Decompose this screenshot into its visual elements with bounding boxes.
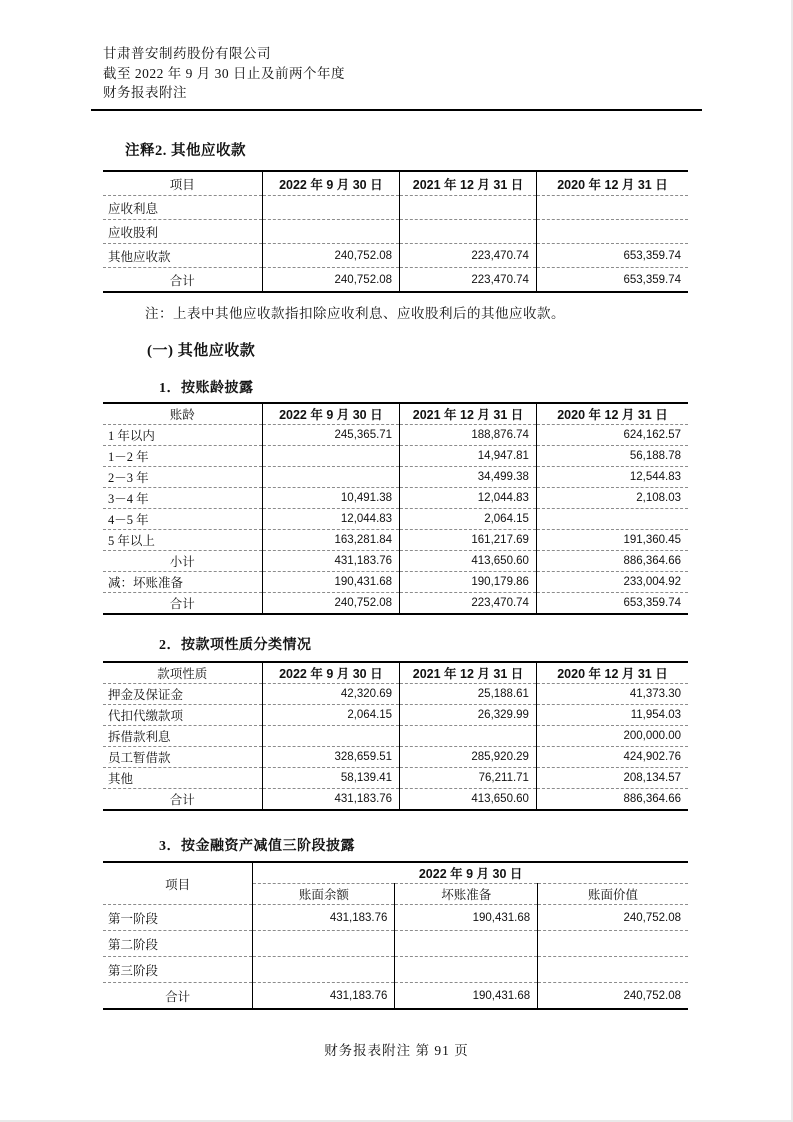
table-row	[103, 726, 688, 747]
cell-value: 223,470.74	[400, 244, 537, 268]
cell-value: 2,064.15	[262, 705, 399, 726]
row-label: 其他	[103, 768, 262, 789]
cell-value: 2,108.03	[536, 488, 688, 509]
summary-table	[103, 170, 688, 293]
column-header-date: 2022 年 9 月 30 日	[262, 662, 399, 684]
table-row	[103, 446, 688, 467]
cell-value: 285,920.29	[400, 747, 537, 768]
column-header-label: 款项性质	[103, 662, 262, 684]
cell-value	[395, 931, 538, 957]
table-row	[103, 905, 688, 931]
cell-value: 431,183.76	[253, 983, 395, 1010]
cell-value	[262, 196, 399, 220]
cell-value: 624,162.57	[536, 425, 688, 446]
cell-value: 431,183.76	[262, 551, 399, 572]
cell-value: 190,431.68	[395, 905, 538, 931]
table-row	[103, 768, 688, 789]
subsection-heading-nature: 2．按款项性质分类情况	[159, 638, 312, 653]
period-line: 截至 2022 年 9 月 30 日止及前两个年度	[103, 65, 345, 81]
column-header-date: 2021 年 12 月 31 日	[400, 403, 537, 425]
table-row	[103, 983, 688, 1010]
cell-value: 240,752.08	[623, 989, 681, 1002]
header-rule	[91, 109, 702, 111]
table-row	[103, 931, 688, 957]
cell-value	[538, 931, 688, 957]
table-row	[103, 196, 688, 220]
cell-value: 653,359.74	[536, 244, 688, 268]
row-label: 1－2 年	[103, 446, 262, 467]
cell-value: 240,752.08	[262, 593, 399, 615]
cell-value	[253, 957, 395, 983]
cell-value: 12,544.83	[536, 467, 688, 488]
table-row	[103, 593, 688, 615]
column-header-label: 项目	[103, 171, 262, 196]
cell-value	[395, 957, 538, 983]
column-header-date: 2020 年 12 月 31 日	[536, 662, 688, 684]
cell-value	[400, 726, 537, 747]
table-row	[103, 684, 688, 705]
cell-value: 431,183.76	[262, 789, 399, 811]
column-header-date: 2020 年 12 月 31 日	[536, 171, 688, 196]
column-header-date: 2021 年 12 月 31 日	[400, 662, 537, 684]
document-header	[103, 44, 345, 103]
cell-value: 413,650.60	[400, 789, 537, 811]
table-row	[103, 551, 688, 572]
table-row	[103, 467, 688, 488]
subsection-heading-impairment-stages: 3．按金融资产减值三阶段披露	[159, 839, 355, 854]
cell-value: 190,179.86	[400, 572, 537, 593]
row-label: 第三阶段	[103, 957, 253, 983]
cell-value: 34,499.38	[400, 467, 537, 488]
impairment-stages-table	[103, 861, 688, 1010]
cell-value: 328,659.51	[262, 747, 399, 768]
table-row	[103, 705, 688, 726]
cell-value	[400, 220, 537, 244]
row-label: 代扣代缴款项	[103, 705, 262, 726]
section-heading-other-receivables: (一) 其他应收款	[147, 343, 256, 359]
cell-value	[536, 220, 688, 244]
cell-value: 233,004.92	[536, 572, 688, 593]
cell-value: 41,373.30	[536, 684, 688, 705]
cell-value: 240,752.08	[262, 244, 399, 268]
cell-value: 56,188.78	[536, 446, 688, 467]
cell-value	[536, 509, 688, 530]
row-label: 4－5 年	[103, 509, 262, 530]
column-subheader: 账面价值	[538, 884, 688, 905]
cell-value: 413,650.60	[400, 551, 537, 572]
cell-value	[536, 196, 688, 220]
cell-value	[262, 726, 399, 747]
note-text: 注：上表中其他应收款指扣除应收利息、应收股利后的其他应收款。	[145, 306, 565, 321]
cell-value: 26,329.99	[400, 705, 537, 726]
cell-value: 886,364.66	[536, 551, 688, 572]
company-name: 甘肃普安制药股份有限公司	[103, 46, 271, 61]
cell-value: 191,360.45	[536, 530, 688, 551]
cell-value: 2,064.15	[400, 509, 537, 530]
row-label: 5 年以上	[103, 530, 262, 551]
row-label: 减：坏账准备	[103, 572, 262, 593]
row-label: 2－3 年	[103, 467, 262, 488]
row-label: 押金及保证金	[103, 684, 262, 705]
cell-value: 431,183.76	[253, 905, 395, 931]
row-label: 第一阶段	[103, 905, 253, 931]
cell-value: 240,752.08	[262, 268, 399, 293]
row-label: 合计	[103, 789, 262, 811]
row-label: 员工暂借款	[103, 747, 262, 768]
table-header-row	[103, 403, 688, 425]
cell-value: 190,431.68	[262, 572, 399, 593]
cell-value: 163,281.84	[262, 530, 399, 551]
table-row	[103, 244, 688, 268]
cell-value: 240,752.08	[538, 905, 688, 931]
cell-value: 886,364.66	[623, 793, 681, 805]
row-label: 合计	[103, 593, 262, 615]
table-row	[103, 957, 688, 983]
page-footer: 财务报表附注 第 91 页	[324, 1043, 469, 1058]
nature-table	[103, 661, 688, 811]
table-row	[103, 509, 688, 530]
row-label: 第二阶段	[103, 931, 253, 957]
row-label: 小计	[103, 551, 262, 572]
cell-value	[262, 467, 399, 488]
table-row	[103, 789, 688, 811]
row-label: 3－4 年	[103, 488, 262, 509]
table-row	[103, 488, 688, 509]
column-header-date: 2022 年 9 月 30 日	[262, 403, 399, 425]
row-label: 应收利息	[103, 196, 262, 220]
note2-title: 注释2. 其他应收款	[125, 143, 246, 159]
cell-value: 76,211.71	[400, 768, 537, 789]
cell-value: 653,359.74	[623, 597, 681, 609]
cell-value: 42,320.69	[262, 684, 399, 705]
document-type: 财务报表附注	[103, 85, 187, 100]
row-label: 合计	[103, 983, 253, 1010]
cell-value: 223,470.74	[400, 268, 537, 293]
cell-value	[400, 196, 537, 220]
table-row	[103, 220, 688, 244]
cell-value: 245,365.71	[262, 425, 399, 446]
cell-value: 10,491.38	[262, 488, 399, 509]
column-subheader: 坏账准备	[395, 884, 538, 905]
cell-value	[262, 446, 399, 467]
table-row	[103, 747, 688, 768]
row-label: 应收股利	[103, 220, 262, 244]
cell-value: 14,947.81	[400, 446, 537, 467]
cell-value	[262, 220, 399, 244]
cell-value: 424,902.76	[536, 747, 688, 768]
column-header-date: 2022 年 9 月 30 日	[253, 862, 688, 884]
cell-value: 58,139.41	[262, 768, 399, 789]
row-label: 拆借款利息	[103, 726, 262, 747]
cell-value: 208,134.57	[536, 768, 688, 789]
aging-table	[103, 402, 688, 615]
cell-value: 653,359.74	[623, 273, 681, 286]
cell-value: 188,876.74	[400, 425, 537, 446]
cell-value: 223,470.74	[400, 593, 537, 615]
cell-value: 25,188.61	[400, 684, 537, 705]
table-row	[103, 268, 688, 293]
cell-value: 161,217.69	[400, 530, 537, 551]
column-header-label: 项目	[103, 862, 253, 905]
column-header-date: 2020 年 12 月 31 日	[536, 403, 688, 425]
row-label: 合计	[103, 268, 262, 293]
cell-value: 12,044.83	[262, 509, 399, 530]
column-header-date: 2021 年 12 月 31 日	[400, 171, 537, 196]
table-header-row	[103, 862, 688, 884]
cell-value: 190,431.68	[395, 983, 538, 1010]
column-header-date: 2022 年 9 月 30 日	[262, 171, 399, 196]
row-label: 1 年以内	[103, 425, 262, 446]
cell-value: 11,954.03	[536, 705, 688, 726]
cell-value	[253, 931, 395, 957]
table-header-row	[103, 171, 688, 196]
table-row	[103, 425, 688, 446]
cell-value: 12,044.83	[400, 488, 537, 509]
table-row	[103, 572, 688, 593]
cell-value	[538, 957, 688, 983]
column-header-label: 账龄	[103, 403, 262, 425]
subsection-heading-aging: 1．按账龄披露	[159, 381, 254, 396]
cell-value: 200,000.00	[536, 726, 688, 747]
row-label: 其他应收款	[103, 244, 262, 268]
column-subheader: 账面余额	[253, 884, 395, 905]
table-row	[103, 530, 688, 551]
table-header-row	[103, 662, 688, 684]
